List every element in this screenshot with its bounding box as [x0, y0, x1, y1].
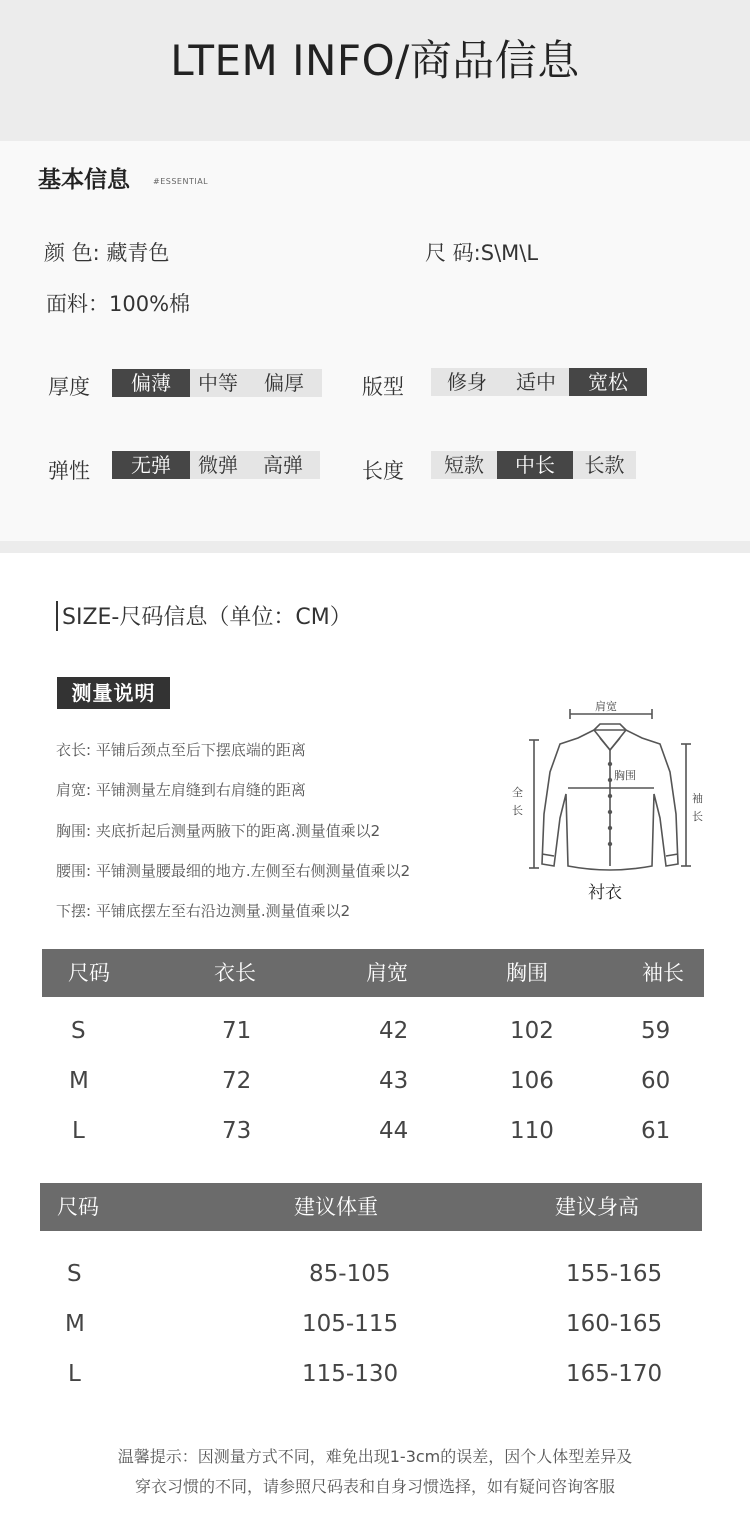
size-table-header-chest: 胸围 [506, 961, 548, 985]
size-cell: L [68, 1361, 81, 1387]
fit-option-slim: 修身 [447, 370, 487, 394]
height-cell: 155-165 [566, 1261, 663, 1287]
weight-cell: 85-105 [309, 1261, 391, 1287]
shoulder-cell: 43 [379, 1068, 409, 1094]
basic-info-section [0, 141, 750, 541]
sleeve-cell: 60 [641, 1068, 671, 1094]
note-line-1: 温馨提示：因测量方式不同，难免出现1-3cm的误差，因个人体型差异及 [117, 1447, 633, 1466]
measure-line-chest: 胸围: 夹底折起后测量两腋下的距离.测量值乘以2 [56, 822, 381, 840]
thickness-label: 厚度 [48, 375, 90, 399]
length-option-mid: 中长 [497, 451, 573, 479]
shirt-length-label-1: 全 [512, 786, 523, 799]
shirt-diagram [506, 694, 714, 906]
basic-info-subtitle: #ESSENTIAL [153, 177, 209, 186]
size-cell: L [72, 1118, 85, 1144]
measure-badge: 测量说明 [57, 677, 170, 709]
size-attr: 尺 码:S\M\L [425, 241, 539, 265]
color-attr: 颜 色: 藏青色 [44, 241, 170, 265]
size-table-header [42, 949, 704, 997]
length-option-short: 短款 [444, 453, 484, 477]
length-options [431, 451, 636, 479]
recommend-table-header-size: 尺码 [57, 1195, 99, 1219]
thickness-option-thin: 偏薄 [112, 369, 190, 397]
shirt-sleeve-label-1: 袖 [692, 792, 703, 805]
size-table-header-shoulder: 肩宽 [366, 961, 408, 985]
size-title-bar [56, 601, 58, 631]
fit-options [431, 368, 647, 396]
length-cell: 73 [222, 1118, 252, 1144]
elasticity-option-high: 高弹 [263, 453, 303, 477]
fit-option-loose: 宽松 [569, 368, 647, 396]
recommend-table-header [40, 1183, 702, 1231]
size-cell: M [65, 1311, 85, 1337]
fit-label: 版型 [362, 375, 404, 399]
sleeve-cell: 59 [641, 1018, 671, 1044]
size-section-title: SIZE-尺码信息（单位：CM） [62, 605, 352, 630]
size-cell: S [67, 1261, 82, 1287]
measure-line-hem: 下摆: 平铺底摆左至右沿边测量.测量值乘以2 [56, 902, 351, 920]
shirt-shoulder-label: 肩宽 [595, 700, 617, 713]
shoulder-cell: 42 [379, 1018, 409, 1044]
size-table-header-size: 尺码 [68, 961, 110, 985]
elasticity-label: 弹性 [48, 459, 90, 483]
recommend-table-header-weight: 建议体重 [294, 1195, 378, 1219]
weight-cell: 115-130 [302, 1361, 399, 1387]
fabric-attr: 面料：100%棉 [46, 292, 191, 316]
length-label: 长度 [362, 459, 404, 483]
page-header [0, 0, 750, 141]
basic-info-title: 基本信息 [38, 167, 130, 193]
measure-line-shoulder: 肩宽: 平铺测量左肩缝到右肩缝的距离 [56, 781, 306, 799]
fit-option-regular: 适中 [516, 370, 556, 394]
thickness-option-medium: 中等 [198, 371, 238, 395]
size-cell: M [69, 1068, 89, 1094]
length-cell: 71 [222, 1018, 252, 1044]
height-cell: 165-170 [566, 1361, 663, 1387]
shirt-sleeve-label-2: 长 [692, 810, 703, 823]
chest-cell: 102 [510, 1018, 554, 1044]
measure-line-length: 衣长: 平铺后颈点至后下摆底端的距离 [56, 741, 306, 759]
section-divider [0, 541, 750, 553]
elasticity-option-none: 无弹 [112, 451, 190, 479]
measure-line-waist: 腰围: 平铺测量腰最细的地方.左侧至右侧测量值乘以2 [56, 862, 411, 880]
elasticity-options [112, 451, 320, 479]
page-title: LTEM INFO/商品信息 [170, 36, 580, 85]
note-line-2: 穿衣习惯的不同，请参照尺码表和自身习惯选择，如有疑问咨询客服 [134, 1477, 615, 1496]
shirt-icon [506, 694, 714, 906]
thickness-options [112, 369, 322, 397]
thickness-option-thick: 偏厚 [264, 371, 304, 395]
size-table-header-length: 衣长 [214, 961, 256, 985]
size-table-header-sleeve: 袖长 [642, 961, 684, 985]
shirt-chest-label: 胸围 [614, 769, 636, 782]
length-cell: 72 [222, 1068, 252, 1094]
elasticity-option-slight: 微弹 [198, 453, 238, 477]
sleeve-cell: 61 [641, 1118, 671, 1144]
chest-cell: 106 [510, 1068, 554, 1094]
height-cell: 160-165 [566, 1311, 663, 1337]
size-cell: S [71, 1018, 86, 1044]
length-option-long: 长款 [584, 453, 625, 477]
weight-cell: 105-115 [302, 1311, 399, 1337]
recommend-table-header-height: 建议身高 [555, 1195, 639, 1219]
shirt-length-label-2: 长 [512, 804, 523, 817]
shirt-name: 衬衣 [588, 883, 622, 903]
shoulder-cell: 44 [379, 1118, 409, 1144]
chest-cell: 110 [510, 1118, 554, 1144]
